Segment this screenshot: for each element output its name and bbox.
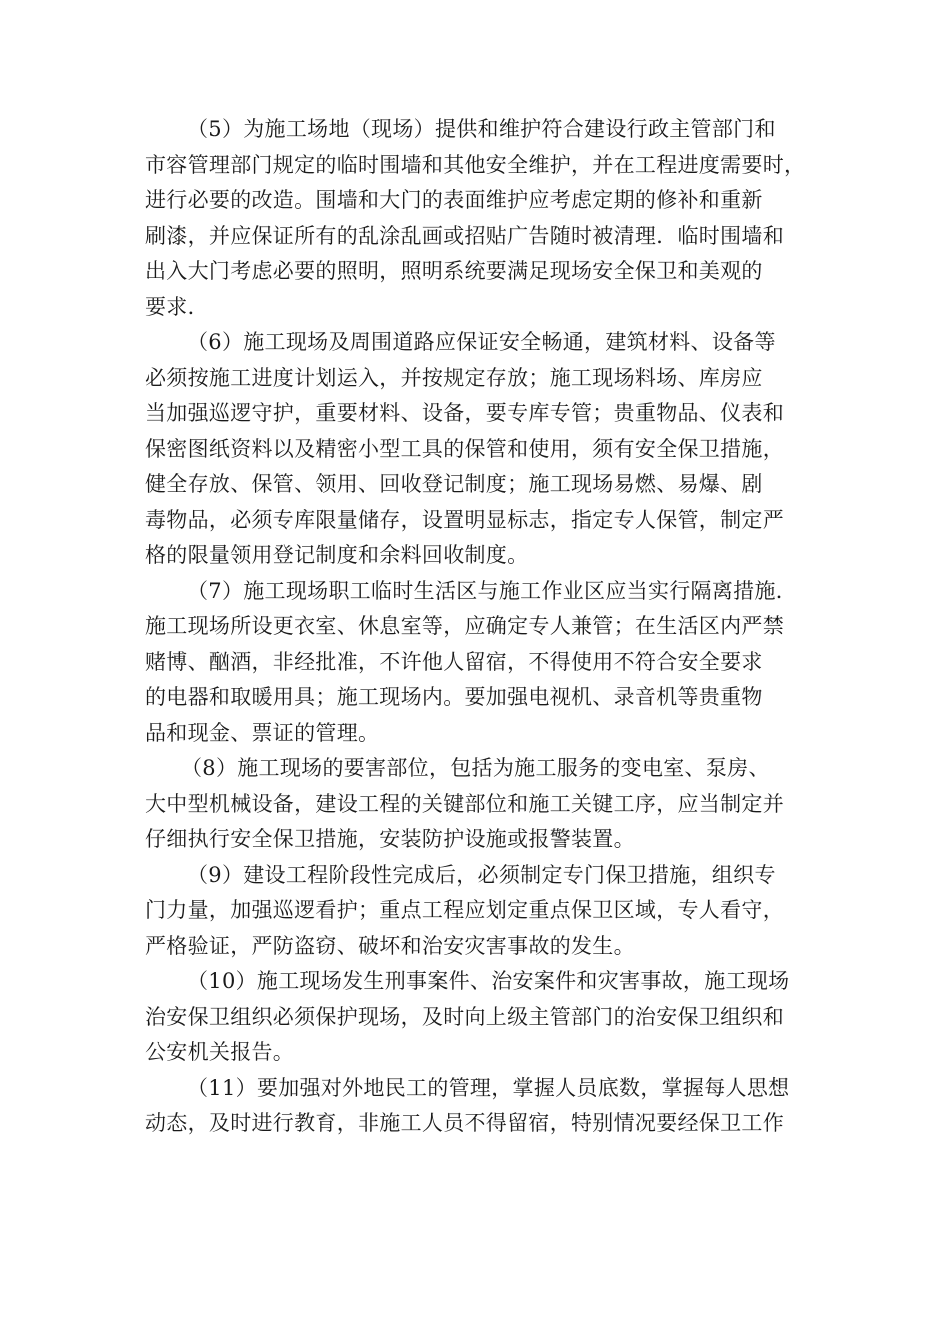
text-line: （7）施工现场职工临时生活区与施工作业区应当实行隔离措施． <box>187 578 798 603</box>
text-line: （6）施工现场及周围道路应保证安全畅通，建筑材料、设备等 <box>187 330 776 354</box>
text-line: （5）为施工场地（现场）提供和维护符合建设行政主管部门和 <box>187 117 776 141</box>
text-line: 仔细执行安全保卫措施，安装防护设施或报警装置。 <box>145 827 635 851</box>
text-line: 严格验证，严防盗窃、破坏和治安灾害事故的发生。 <box>145 933 635 958</box>
paragraph-10 <box>145 964 815 1071</box>
text-line: 赌博、酗酒，非经批准，不许他人留宿，不得使用不符合安全要求 <box>145 649 763 674</box>
text-line: 要求． <box>145 294 209 319</box>
document-body <box>145 112 815 1142</box>
text-line: 治安保卫组织必须保护现场，及时向上级主管部门的治安保卫组织和 <box>145 1004 784 1029</box>
text-line: 动态，及时进行教育，非施工人员不得留宿，特别情况要经保卫工作 <box>145 1111 784 1135</box>
text-line: 大中型机械设备，建设工程的关键部位和施工关键工序，应当制定并 <box>145 791 784 816</box>
text-line: 格的限量领用登记制度和余料回收制度。 <box>145 543 529 567</box>
text-line: 品和现金、票证的管理。 <box>145 720 380 745</box>
text-line: 毒物品，必须专库限量储存，设置明显标志，指定专人保管，制定严 <box>145 507 784 532</box>
paragraph-6 <box>145 325 815 574</box>
paragraph-8 <box>145 751 815 858</box>
text-line: 保密图纸资料以及精密小型工具的保管和使用，须有安全保卫措施， <box>145 436 784 461</box>
text-line: 出入大门考虑必要的照明，照明系统要满足现场安全保卫和美观的 <box>145 259 763 283</box>
paragraph-11 <box>145 1071 815 1142</box>
text-line: 的电器和取暖用具；施工现场内。要加强电视机、录音机等贵重物 <box>145 685 763 709</box>
paragraph-5 <box>145 112 815 325</box>
text-line: （8）施工现场的要害部位，包括为施工服务的变电室、泵房、 <box>181 756 770 780</box>
text-line: （9）建设工程阶段性完成后，必须制定专门保卫措施，组织专 <box>187 862 776 887</box>
text-line: （11）要加强对外地民工的管理，掌握人员底数，掌握每人思想 <box>187 1075 790 1100</box>
paragraph-9 <box>145 858 815 965</box>
text-line: 门力量，加强巡逻看护；重点工程应划定重点保卫区域，专人看守， <box>145 898 784 922</box>
text-line: 公安机关报告。 <box>145 1040 295 1064</box>
text-line: 进行必要的改造。围墙和大门的表面维护应考虑定期的修补和重新 <box>145 188 763 212</box>
text-line: 健全存放、保管、领用、回收登记制度；施工现场易燃、易爆、剧 <box>145 472 763 496</box>
text-line: 施工现场所设更衣室、休息室等，应确定专人兼管；在生活区内严禁 <box>145 614 784 638</box>
text-line: 当加强巡逻守护，重要材料、设备，要专库专管；贵重物品、仪表和 <box>145 401 784 425</box>
text-line: 刷漆，并应保证所有的乱涂乱画或招贴广告随时被清理．临时围墙和 <box>145 223 784 248</box>
text-line: 市容管理部门规定的临时围墙和其他安全维护，并在工程进度需要时， <box>145 152 806 177</box>
paragraph-7 <box>145 574 815 752</box>
text-line: 必须按施工进度计划运入，并按规定存放；施工现场料场、库房应 <box>145 365 763 390</box>
text-line: （10）施工现场发生刑事案件、治安案件和灾害事故，施工现场 <box>187 969 790 993</box>
